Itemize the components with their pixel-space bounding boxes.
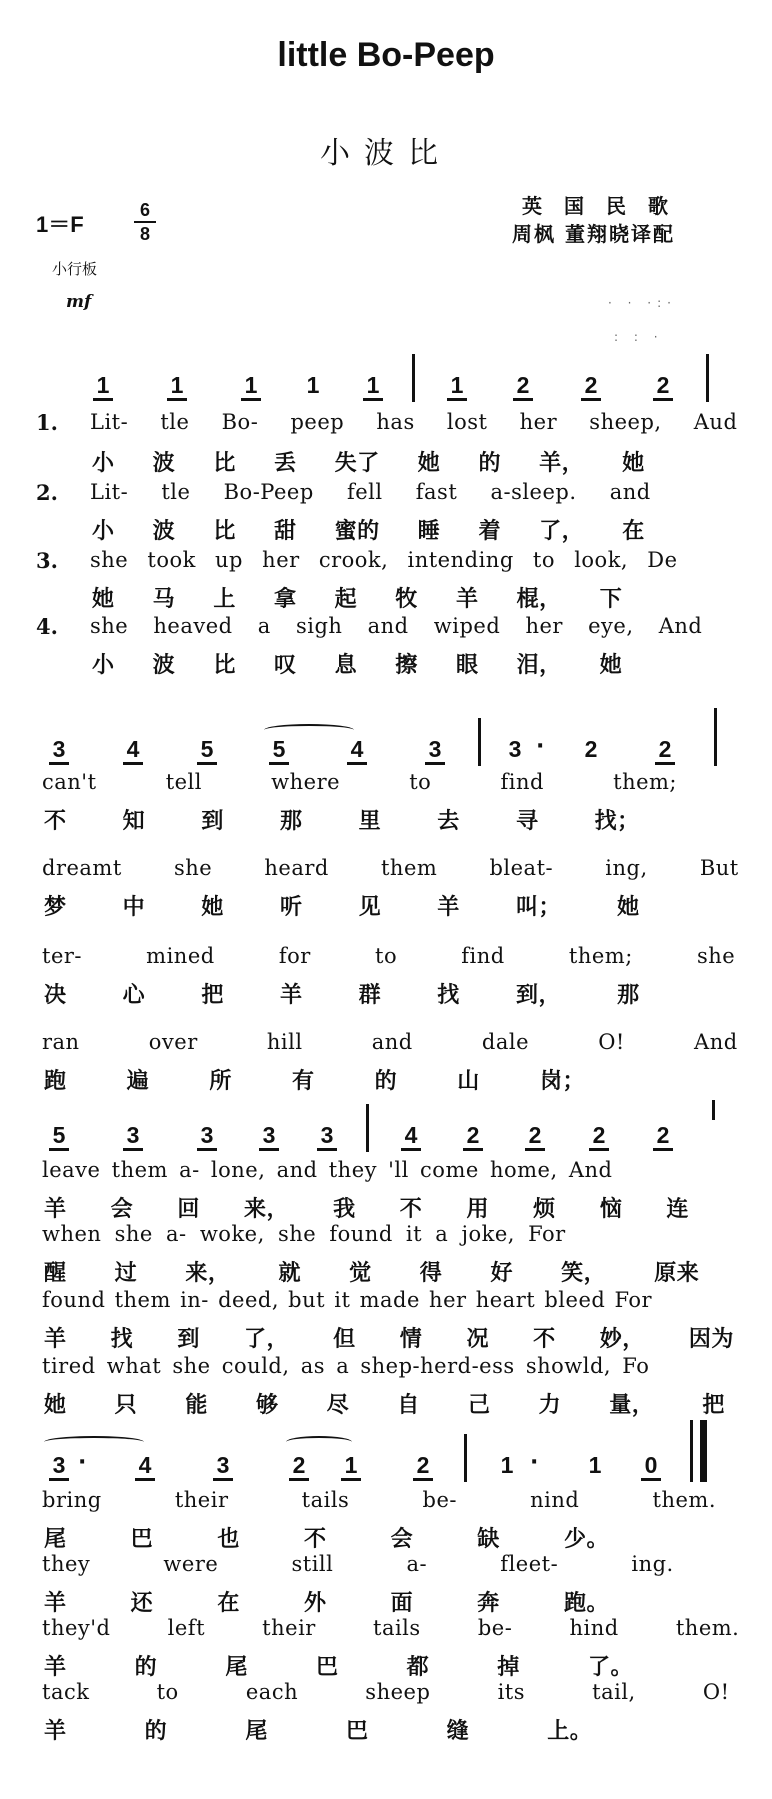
key-signature: 1＝F <box>36 212 84 237</box>
note: 5 <box>264 736 294 765</box>
barline <box>478 718 481 766</box>
print-speckle: : : · <box>614 330 664 344</box>
note: 5 <box>44 1122 74 1151</box>
verse-number: 2. <box>36 480 58 505</box>
dynamic-marking: mf <box>66 292 92 312</box>
lyric-english: when she a- woke, she found it a joke, For <box>42 1222 566 1246</box>
note: 3 <box>420 736 450 765</box>
note: 3 <box>44 736 74 765</box>
lyric-chinese: 羊 的 尾 巴 都 掉 了。 <box>44 1655 633 1680</box>
lyric-chinese: 决 心 把 羊 群 找 到， 那 <box>44 983 640 1008</box>
lyric-english: Lit- tle Bo-Peep fell fast a-sleep. and <box>90 480 651 504</box>
note: 2 <box>458 1122 488 1151</box>
lyric-chinese: 羊 找 到 了， 但 情 况 不 妙， 因为 <box>44 1327 734 1352</box>
print-speckle: · · ·:· <box>608 296 677 310</box>
lyric-english: they were still a- fleet- ing. <box>42 1552 674 1576</box>
note: 2 <box>508 372 538 401</box>
lyric-english: dreamt she heard them bleat- ing, But <box>42 856 739 880</box>
note: 3 <box>208 1452 238 1481</box>
lyric-chinese: 小 波 比 叹 息 擦 眼 泪， 她 <box>92 653 623 678</box>
barline <box>366 1104 369 1152</box>
note: 3 <box>508 736 522 762</box>
tempo-marking: 小行板 <box>52 260 98 278</box>
note: 3 <box>254 1122 284 1151</box>
time-signature <box>134 200 156 244</box>
lyric-english: bring their tails be- nind them. <box>42 1488 717 1512</box>
lyric-chinese: 羊 会 回 来， 我 不 用 烦 恼 连 <box>44 1197 689 1222</box>
barline <box>690 1420 693 1482</box>
augmentation-dot: · <box>536 734 545 759</box>
note: 4 <box>342 736 372 765</box>
lyric-chinese: 尾 巴 也 不 会 缺 少。 <box>44 1527 609 1552</box>
slur <box>286 1436 352 1448</box>
note: 2 <box>584 1122 614 1151</box>
note: 5 <box>192 736 222 765</box>
lyric-english: tack to each sheep its tail, O! <box>42 1680 730 1704</box>
song-title-chinese: 小波比 <box>320 136 452 171</box>
note: 2 <box>648 1122 678 1151</box>
meter-bottom: 8 <box>139 224 150 244</box>
lyric-chinese: 她 只 能 够 尽 自 己 力 量， 把 <box>44 1393 725 1418</box>
verse-number: 1. <box>36 410 58 435</box>
augmentation-dot: · <box>530 1450 539 1475</box>
meter-top: 6 <box>139 200 150 220</box>
note: 1 <box>306 372 320 398</box>
lyric-english: tired what she could, as a shep-herd-ess showld, Fo <box>42 1354 650 1378</box>
barline <box>714 708 717 766</box>
note: 1 <box>88 372 118 401</box>
lyric-chinese: 小 波 比 甜 蜜的 睡 着 了， 在 <box>92 519 645 544</box>
lyric-english: she heaved a sigh and wiped her eye, And <box>90 614 703 638</box>
note: 4 <box>118 736 148 765</box>
note: 1 <box>236 372 266 401</box>
note: 2 <box>576 372 606 401</box>
note: 2 <box>648 372 678 401</box>
note: 3 <box>312 1122 342 1151</box>
lyric-chinese: 跑 遍 所 有 的 山 岗； <box>44 1069 585 1094</box>
verse-number: 3. <box>36 548 58 573</box>
final-barline <box>700 1420 707 1482</box>
lyric-english: they'd left their tails be- hind them. <box>42 1616 740 1640</box>
augmentation-dot: · <box>78 1450 87 1475</box>
lyric-english: leave them a- lone, and they 'll come home, And <box>42 1158 613 1182</box>
lyric-chinese: 她 马 上 拿 起 牧 羊 棍， 下 <box>92 587 623 612</box>
note: 2 <box>520 1122 550 1151</box>
lyric-english: ran over hill and dale O! And <box>42 1030 738 1054</box>
note: 4 <box>396 1122 426 1151</box>
note: 1 <box>336 1452 366 1481</box>
lyric-english: Lit- tle Bo- peep has lost her sheep, Aud <box>90 410 738 434</box>
lyric-english: can't tell where to find them; <box>42 770 678 794</box>
lyric-chinese: 不 知 到 那 里 去 寻 找； <box>44 809 640 834</box>
note: 3 <box>44 1452 74 1481</box>
lyric-english: found them in- deed, but it made her heart bleed For <box>42 1288 653 1312</box>
credit-origin: 英国民歌 <box>522 194 690 218</box>
barline <box>412 354 415 402</box>
verse-number: 4. <box>36 614 58 639</box>
lyric-chinese: 小 波 比 丢 失了 她 的 羊， 她 <box>92 451 645 476</box>
lyric-english: she took up her crook, intending to look, De <box>90 548 678 572</box>
credit-translators: 周枫 董翔晓译配 <box>512 222 675 246</box>
note: 3 <box>192 1122 222 1151</box>
song-title-english: little Bo-Peep <box>277 36 495 74</box>
note: 1 <box>500 1452 514 1478</box>
slur <box>264 724 354 736</box>
note: 3 <box>118 1122 148 1151</box>
slur <box>44 1436 144 1448</box>
barline <box>464 1434 467 1482</box>
barline <box>706 354 709 402</box>
note: 2 <box>584 736 598 762</box>
note: 0 <box>636 1452 666 1481</box>
note: 2 <box>284 1452 314 1481</box>
note: 1 <box>358 372 388 401</box>
lyric-english: ter- mined for to find them; she <box>42 944 736 968</box>
note: 1 <box>162 372 192 401</box>
note: 1 <box>442 372 472 401</box>
note: 4 <box>130 1452 160 1481</box>
lyric-chinese: 醒 过 来， 就 觉 得 好 笑， 原来 <box>44 1261 700 1286</box>
lyric-chinese: 梦 中 她 听 见 羊 叫； 她 <box>44 895 640 920</box>
note: 2 <box>408 1452 438 1481</box>
lyric-chinese: 羊 还 在 外 面 奔 跑。 <box>44 1591 609 1616</box>
lyric-chinese: 羊 的 尾 巴 缝 上。 <box>44 1719 593 1744</box>
note: 2 <box>650 736 680 765</box>
note: 1 <box>588 1452 602 1478</box>
barline-mark <box>712 1100 715 1120</box>
